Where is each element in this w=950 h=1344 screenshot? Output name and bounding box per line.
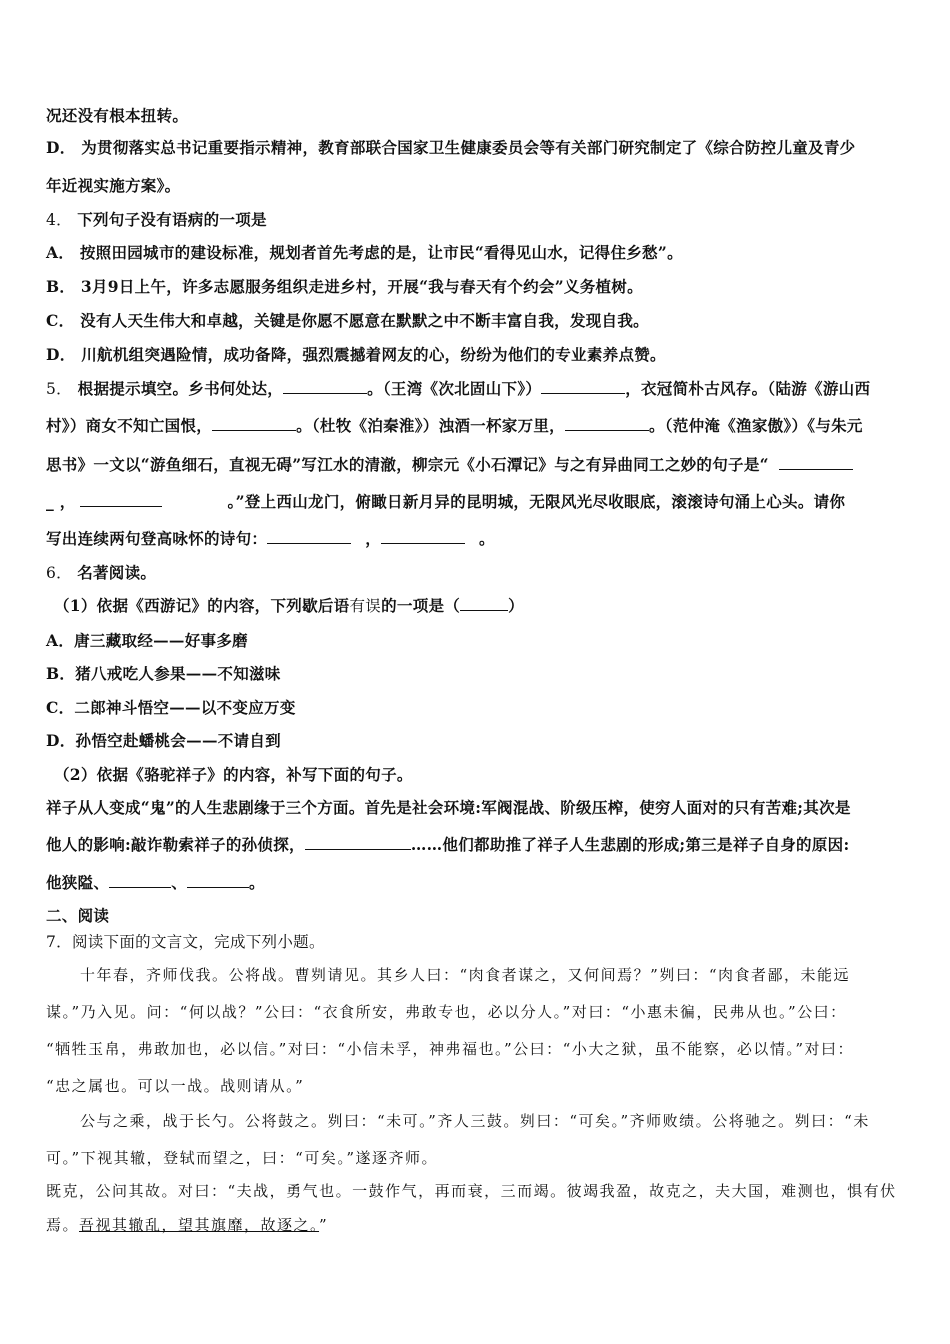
underlined-sentence: 吾视其辙乱，望其旗靡，故逐之。 [79, 1216, 320, 1234]
q6-part2: （2）依据《骆驼祥子》的内容，补写下面的句子。 [54, 765, 413, 784]
passage-p3-line2: 焉。吾视其辙乱，望其旗靡，故逐之。” [46, 1216, 329, 1234]
blank[interactable] [80, 492, 162, 507]
passage-p1-line2: 谋。”乃入见。问：“何以战？”公曰：“衣食所安，弗敢专也，必以分人。”对曰：“小惠未徧，民弗从也。”公曰： [46, 1003, 847, 1021]
q4-option-d: D． 川航机组突遇险情，成功备降，强烈震撼着网友的心，纷纷为他们的专业素养点赞。 [46, 345, 666, 364]
blank[interactable] [212, 416, 296, 431]
q4-option-b: B． 3月9日上午，许多志愿服务组织走进乡村，开展“我与春天有个约会”义务植树。 [46, 277, 643, 296]
q7-stem: 7．阅读下面的文言文，完成下列小题。 [46, 933, 325, 951]
q5-line3: 思书》一文以“游鱼细石，直视无碍”写江水的清澈，柳宗元《小石潭记》与之有异曲同工之妙的句子是“ [46, 453, 853, 475]
blank[interactable] [283, 379, 367, 394]
blank[interactable] [109, 873, 171, 888]
q5-line4: _ ， 。”登上西山龙门，俯瞰日新月异的昆明城，无限风光尽收眼底，滚滚诗句涌上心头。请你 [46, 492, 846, 511]
answer-blank[interactable] [460, 596, 508, 611]
section-heading: 二、阅读 [46, 906, 110, 925]
passage-p1-line4: “忠之属也。可以一战。战则请从。” [46, 1077, 305, 1095]
passage-p3-line1: 既克，公问其故。对曰：“夫战，勇气也。一鼓作气，再而衰，三而竭。彼竭我盈，故克之，夫大国，难测也，惧有伏 [46, 1182, 897, 1200]
q5-line1: 5． 根据提示填空。乡书何处达， 。（王湾《次北固山下》） ，衣冠简朴古风存。（陆游《游山西 [46, 379, 871, 398]
q6-option-c: C．二郎神斗悟空——以不变应万变 [46, 698, 296, 717]
q6-text-line2: 他人的影响:敲诈勒索祥子的孙侦探， ……他们都助推了祥子人生悲剧的形成;第三是祥子自身的原因: [46, 835, 850, 854]
q6-option-a: A．唐三藏取经——好事多磨 [46, 631, 248, 650]
passage-p1-line1: 十年春，齐师伐我。公将战。曹刿请见。其乡人曰：“肉食者谋之，又何间焉？”刿曰：“肉食者鄙，未能远 [80, 966, 851, 984]
blank[interactable] [305, 835, 411, 850]
q6-part1: （1）依据《西游记》的内容，下列歇后语有误的一项是（ ） [54, 596, 524, 615]
q6-option-d: D．孙悟空赴蟠桃会——不请自到 [46, 731, 281, 750]
blank[interactable] [267, 529, 351, 544]
passage-p2-line2: 可。”下视其辙，登轼而望之，曰：“可矣。”遂逐齐师。 [46, 1149, 439, 1167]
q5-line2: 村》）商女不知亡国恨， 。（杜牧《泊秦淮》）浊酒一杯家万里， 。（范仲淹《渔家傲》）《与朱元 [46, 416, 863, 435]
q6-text-line3: 他狭隘、 、 。 [46, 873, 265, 892]
blank[interactable] [565, 416, 649, 431]
q4-stem: 4． 下列句子没有语病的一项是 [46, 210, 267, 229]
q6-option-b: B．猪八戒吃人参果——不知滋味 [46, 664, 281, 683]
q6-stem: 6． 名著阅读。 [46, 563, 157, 582]
blank[interactable] [187, 873, 249, 888]
passage-p1-line3: “牺牲玉帛，弗敢加也，必以信。”对曰：“小信未孚，神弗福也。”公曰：“小大之狱，虽不能察，必以情。”对曰： [46, 1040, 855, 1058]
blank[interactable] [779, 455, 853, 470]
q3-option-d-cont: 年近视实施方案》。 [46, 176, 181, 195]
passage-p2-line1: 公与之乘，战于长勺。公将鼓之。刿曰：“未可。”齐人三鼓。刿曰：“可矣。”齐师败绩。公将驰之。刿曰：“未 [80, 1112, 870, 1130]
q6-text-line1: 祥子从人变成“鬼”的人生悲剧缘于三个方面。首先是社会环境:军阀混战、阶级压榨，使穷人面对的只有苦难;其次是 [46, 798, 851, 817]
q4-option-c: C． 没有人天生伟大和卓越，关键是你愿不愿意在默默之中不断丰富自我，发现自我。 [46, 311, 649, 330]
q3-tail: 况还没有根本扭转。 [46, 106, 189, 125]
q5-line5: 写出连续两句登高咏怀的诗句： ， 。 [46, 529, 495, 548]
q4-option-a: A． 按照田园城市的建设标准，规划者首先考虑的是，让市民“看得见山水，记得住乡愁”。 [46, 243, 683, 262]
blank[interactable] [541, 379, 625, 394]
q3-option-d: D． 为贯彻落实总书记重要指示精神，教育部联合国家卫生健康委员会等有关部门研究制定了《综合防控儿童及青少 [46, 138, 856, 157]
blank[interactable] [381, 529, 465, 544]
